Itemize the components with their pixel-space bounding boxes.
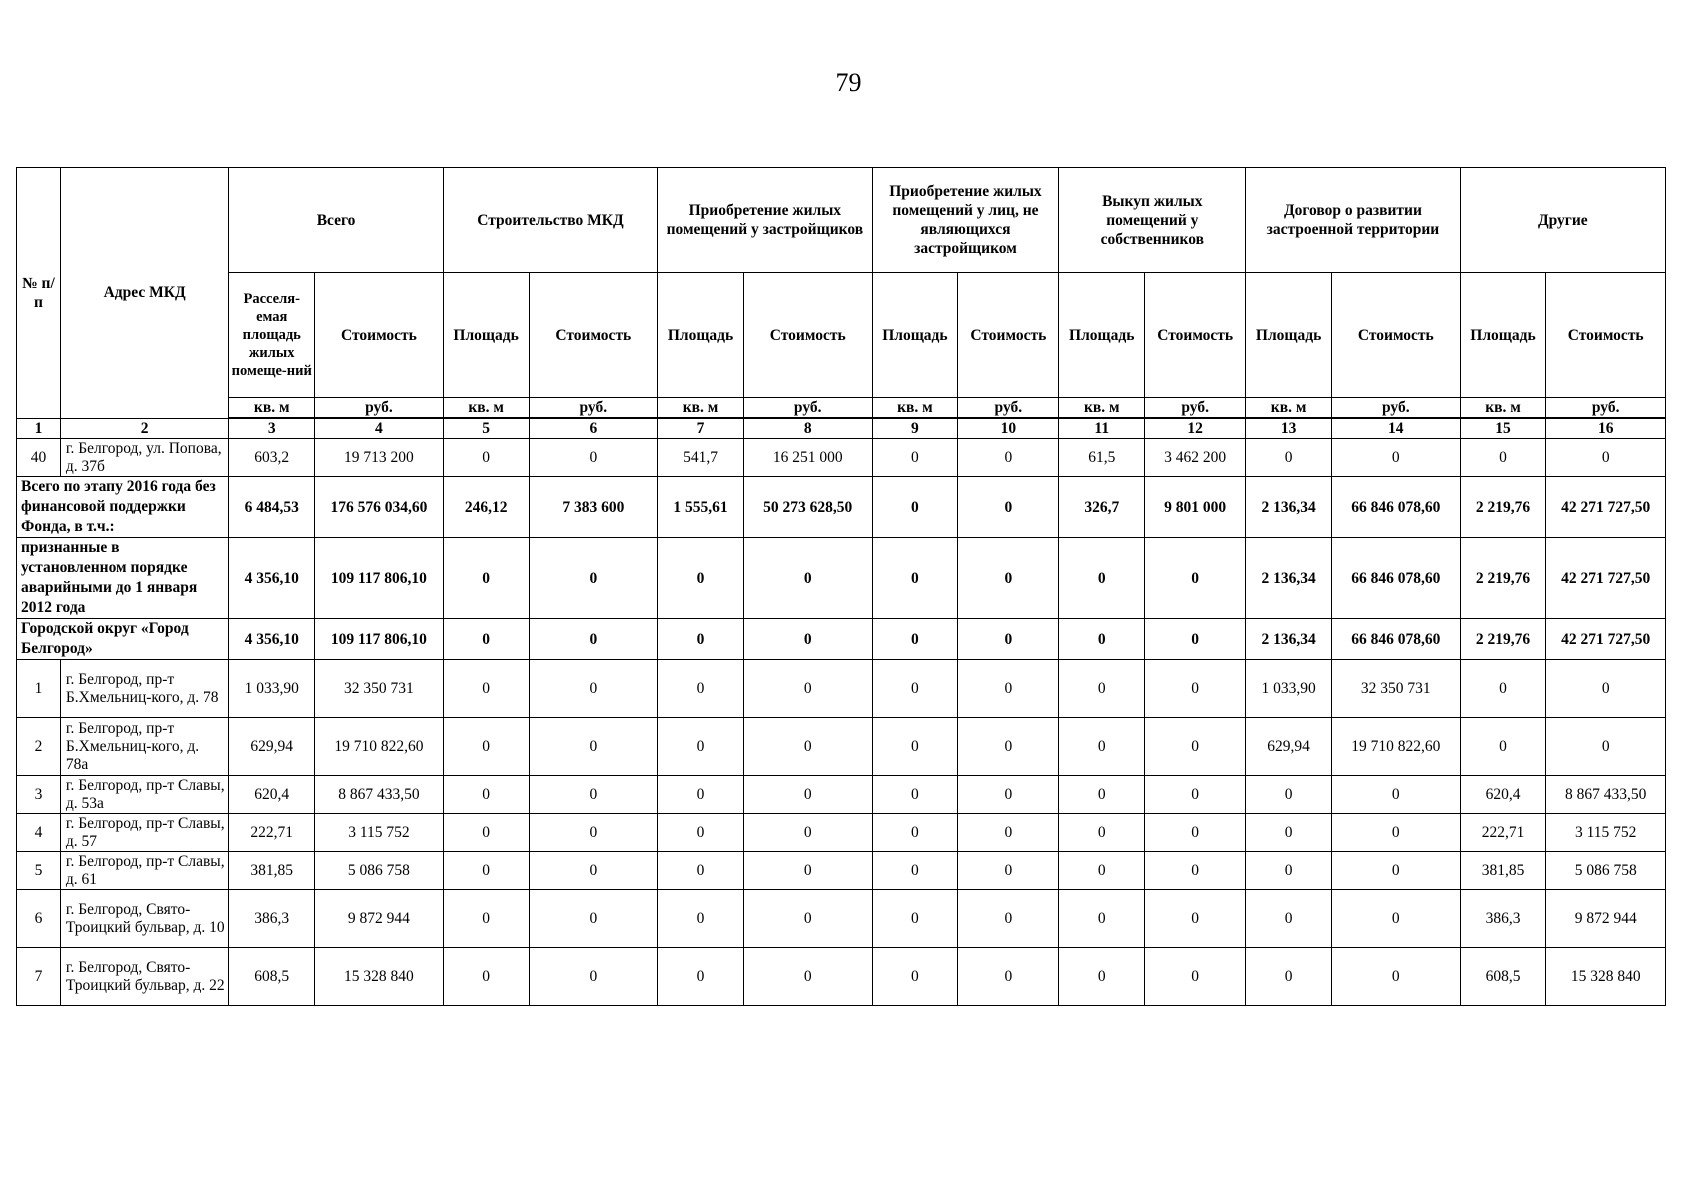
value-cell: 0 <box>872 948 958 1006</box>
row-number: 40 <box>17 439 61 477</box>
value-cell: 222,71 <box>1460 814 1546 852</box>
value-cell: 66 846 078,60 <box>1331 538 1460 619</box>
value-cell: 19 710 822,60 <box>315 718 444 776</box>
header-address: Адрес МКД <box>60 168 228 419</box>
value-cell: 386,3 <box>1460 890 1546 948</box>
row-address: г. Белгород, пр-т Славы, д. 53а <box>60 776 228 814</box>
table-row <box>17 776 1666 814</box>
value-cell: 0 <box>658 890 744 948</box>
value-cell: 0 <box>1331 948 1460 1006</box>
value-cell: 0 <box>443 619 529 660</box>
row-address: г. Белгород, Свято-Троицкий бульвар, д. 10 <box>60 890 228 948</box>
value-cell: 0 <box>1059 619 1145 660</box>
value-cell: 0 <box>958 948 1059 1006</box>
value-cell: 0 <box>1059 718 1145 776</box>
value-cell: 541,7 <box>658 439 744 477</box>
value-cell: 0 <box>1059 660 1145 718</box>
value-cell: 0 <box>658 948 744 1006</box>
value-cell: 5 086 758 <box>315 852 444 890</box>
header-unit-cell: руб. <box>1331 398 1460 419</box>
header-sub-cell: Стоимость <box>743 273 872 398</box>
value-cell: 3 115 752 <box>1546 814 1666 852</box>
header-col-number: 11 <box>1059 418 1145 439</box>
header-col-number: 9 <box>872 418 958 439</box>
value-cell: 0 <box>958 814 1059 852</box>
value-cell: 0 <box>743 948 872 1006</box>
value-cell: 0 <box>958 660 1059 718</box>
header-col-number: 3 <box>229 418 315 439</box>
value-cell: 629,94 <box>229 718 315 776</box>
header-col-number: 12 <box>1145 418 1246 439</box>
value-cell: 9 801 000 <box>1145 477 1246 538</box>
header-unit-cell: руб. <box>315 398 444 419</box>
summary-row <box>17 538 1666 619</box>
header-col-number: 13 <box>1246 418 1332 439</box>
value-cell: 0 <box>529 852 658 890</box>
value-cell: 629,94 <box>1246 718 1332 776</box>
value-cell: 0 <box>1145 538 1246 619</box>
header-sub-cell: Стоимость <box>1331 273 1460 398</box>
value-cell: 0 <box>1246 814 1332 852</box>
value-cell: 0 <box>872 619 958 660</box>
value-cell: 0 <box>958 776 1059 814</box>
value-cell: 0 <box>529 538 658 619</box>
value-cell: 0 <box>1145 776 1246 814</box>
header-group-purchase-developers: Приобретение жилых помещений у застройщиков <box>658 168 872 273</box>
value-cell: 0 <box>1331 852 1460 890</box>
header-sub-cell: Площадь <box>443 273 529 398</box>
value-cell: 386,3 <box>229 890 315 948</box>
value-cell: 0 <box>872 814 958 852</box>
value-cell: 0 <box>443 948 529 1006</box>
value-cell: 2 219,76 <box>1460 538 1546 619</box>
header-row-col-numbers <box>17 418 1666 439</box>
header-group-purchase-non-developers: Приобретение жилых помещений у лиц, не являющихся застройщиком <box>872 168 1059 273</box>
row-number: 2 <box>17 718 61 776</box>
header-sub-cell: Стоимость <box>529 273 658 398</box>
row-address: г. Белгород, пр-т Б.Хмельниц-кого, д. 78а <box>60 718 228 776</box>
header-col-number: 5 <box>443 418 529 439</box>
value-cell: 0 <box>1145 852 1246 890</box>
value-cell: 19 713 200 <box>315 439 444 477</box>
value-cell: 0 <box>1059 814 1145 852</box>
value-cell: 0 <box>658 619 744 660</box>
header-col-number: 1 <box>17 418 61 439</box>
value-cell: 608,5 <box>229 948 315 1006</box>
value-cell: 0 <box>743 619 872 660</box>
header-unit-cell: кв. м <box>1460 398 1546 419</box>
value-cell: 603,2 <box>229 439 315 477</box>
value-cell: 0 <box>1460 718 1546 776</box>
value-cell: 1 033,90 <box>1246 660 1332 718</box>
value-cell: 0 <box>1460 439 1546 477</box>
value-cell: 0 <box>872 852 958 890</box>
value-cell: 2 136,34 <box>1246 477 1332 538</box>
value-cell: 0 <box>958 890 1059 948</box>
value-cell: 0 <box>1059 776 1145 814</box>
row-address: г. Белгород, пр-т Славы, д. 61 <box>60 852 228 890</box>
header-row-groups <box>17 168 1666 273</box>
value-cell: 0 <box>872 776 958 814</box>
value-cell: 0 <box>1331 439 1460 477</box>
value-cell: 4 356,10 <box>229 619 315 660</box>
header-unit-cell: руб. <box>529 398 658 419</box>
value-cell: 0 <box>743 660 872 718</box>
value-cell: 1 555,61 <box>658 477 744 538</box>
value-cell: 2 136,34 <box>1246 538 1332 619</box>
value-cell: 5 086 758 <box>1546 852 1666 890</box>
value-cell: 620,4 <box>229 776 315 814</box>
value-cell: 0 <box>1460 660 1546 718</box>
header-col-number: 4 <box>315 418 444 439</box>
value-cell: 3 115 752 <box>315 814 444 852</box>
value-cell: 0 <box>958 619 1059 660</box>
table-row <box>17 890 1666 948</box>
value-cell: 0 <box>1059 538 1145 619</box>
value-cell: 0 <box>1246 776 1332 814</box>
value-cell: 42 271 727,50 <box>1546 538 1666 619</box>
value-cell: 0 <box>743 776 872 814</box>
value-cell: 0 <box>872 660 958 718</box>
value-cell: 326,7 <box>1059 477 1145 538</box>
table-row <box>17 852 1666 890</box>
value-cell: 0 <box>1331 890 1460 948</box>
value-cell: 0 <box>658 538 744 619</box>
value-cell: 246,12 <box>443 477 529 538</box>
header-row-units <box>17 398 1666 419</box>
value-cell: 19 710 822,60 <box>1331 718 1460 776</box>
header-unit-cell: кв. м <box>443 398 529 419</box>
value-cell: 0 <box>1059 890 1145 948</box>
header-unit-cell: руб. <box>743 398 872 419</box>
value-cell: 0 <box>1246 852 1332 890</box>
table-row <box>17 814 1666 852</box>
value-cell: 0 <box>1546 660 1666 718</box>
header-sub-cell: Стоимость <box>1145 273 1246 398</box>
value-cell: 32 350 731 <box>315 660 444 718</box>
header-col-number: 10 <box>958 418 1059 439</box>
row-number: 4 <box>17 814 61 852</box>
value-cell: 7 383 600 <box>529 477 658 538</box>
value-cell: 2 219,76 <box>1460 619 1546 660</box>
header-col-number: 8 <box>743 418 872 439</box>
value-cell: 0 <box>1145 619 1246 660</box>
value-cell: 0 <box>743 538 872 619</box>
value-cell: 0 <box>1145 718 1246 776</box>
header-col-number: 6 <box>529 418 658 439</box>
value-cell: 0 <box>1059 948 1145 1006</box>
header-num: № п/п <box>17 168 61 419</box>
header-sub-cell: Площадь <box>658 273 744 398</box>
value-cell: 0 <box>1331 814 1460 852</box>
header-unit-cell: руб. <box>1145 398 1246 419</box>
value-cell: 0 <box>529 718 658 776</box>
value-cell: 0 <box>658 718 744 776</box>
summary-label: Городской округ «Город Белгород» <box>17 619 229 660</box>
value-cell: 3 462 200 <box>1145 439 1246 477</box>
row-number: 3 <box>17 776 61 814</box>
row-address: г. Белгород, пр-т Б.Хмельниц-кого, д. 78 <box>60 660 228 718</box>
summary-row <box>17 477 1666 538</box>
value-cell: 0 <box>1145 948 1246 1006</box>
value-cell: 0 <box>1246 890 1332 948</box>
value-cell: 0 <box>658 776 744 814</box>
header-col-number: 14 <box>1331 418 1460 439</box>
header-group-buyout: Выкуп жилых помещений у собственников <box>1059 168 1246 273</box>
value-cell: 0 <box>529 890 658 948</box>
header-sub-cell: Расселя-емая площадь жилых помеще-ний <box>229 273 315 398</box>
value-cell: 0 <box>443 776 529 814</box>
row-address: г. Белгород, Свято-Троицкий бульвар, д. 22 <box>60 948 228 1006</box>
value-cell: 0 <box>872 439 958 477</box>
value-cell: 0 <box>529 814 658 852</box>
header-unit-cell: кв. м <box>872 398 958 419</box>
value-cell: 0 <box>529 439 658 477</box>
row-number: 1 <box>17 660 61 718</box>
value-cell: 42 271 727,50 <box>1546 477 1666 538</box>
value-cell: 0 <box>443 814 529 852</box>
value-cell: 0 <box>529 619 658 660</box>
value-cell: 0 <box>529 776 658 814</box>
value-cell: 0 <box>872 538 958 619</box>
value-cell: 0 <box>1546 439 1666 477</box>
row-number: 5 <box>17 852 61 890</box>
value-cell: 176 576 034,60 <box>315 477 444 538</box>
value-cell: 2 136,34 <box>1246 619 1332 660</box>
header-unit-cell: руб. <box>1546 398 1666 419</box>
table-row <box>17 718 1666 776</box>
value-cell: 109 117 806,10 <box>315 619 444 660</box>
value-cell: 620,4 <box>1460 776 1546 814</box>
header-sub-cell: Площадь <box>1460 273 1546 398</box>
value-cell: 9 872 944 <box>1546 890 1666 948</box>
value-cell: 0 <box>443 890 529 948</box>
row-number: 7 <box>17 948 61 1006</box>
value-cell: 0 <box>1145 814 1246 852</box>
table-row <box>17 660 1666 718</box>
table-row <box>17 948 1666 1006</box>
header-unit-cell: кв. м <box>229 398 315 419</box>
value-cell: 1 033,90 <box>229 660 315 718</box>
header-group-construction: Строительство МКД <box>443 168 657 273</box>
value-cell: 0 <box>529 660 658 718</box>
value-cell: 0 <box>1059 852 1145 890</box>
page-number: 79 <box>835 68 862 97</box>
value-cell: 15 328 840 <box>1546 948 1666 1006</box>
value-cell: 109 117 806,10 <box>315 538 444 619</box>
value-cell: 0 <box>443 718 529 776</box>
value-cell: 15 328 840 <box>315 948 444 1006</box>
summary-row <box>17 619 1666 660</box>
value-cell: 0 <box>443 852 529 890</box>
value-cell: 8 867 433,50 <box>1546 776 1666 814</box>
header-sub-cell: Стоимость <box>958 273 1059 398</box>
header-col-number: 16 <box>1546 418 1666 439</box>
value-cell: 0 <box>1246 439 1332 477</box>
table-row <box>17 439 1666 477</box>
value-cell: 4 356,10 <box>229 538 315 619</box>
header-sub-cell: Площадь <box>1059 273 1145 398</box>
value-cell: 0 <box>1145 660 1246 718</box>
header-unit-cell: кв. м <box>658 398 744 419</box>
header-col-number: 15 <box>1460 418 1546 439</box>
value-cell: 0 <box>958 439 1059 477</box>
row-address: г. Белгород, ул. Попова, д. 37б <box>60 439 228 477</box>
value-cell: 0 <box>1246 948 1332 1006</box>
value-cell: 0 <box>958 477 1059 538</box>
value-cell: 0 <box>443 538 529 619</box>
value-cell: 0 <box>743 890 872 948</box>
value-cell: 0 <box>658 814 744 852</box>
value-cell: 0 <box>443 660 529 718</box>
value-cell: 381,85 <box>1460 852 1546 890</box>
header-unit-cell: кв. м <box>1246 398 1332 419</box>
value-cell: 50 273 628,50 <box>743 477 872 538</box>
header-sub-cell: Стоимость <box>1546 273 1666 398</box>
value-cell: 0 <box>1145 890 1246 948</box>
value-cell: 16 251 000 <box>743 439 872 477</box>
header-group-territory-contract: Договор о развитии застроенной территории <box>1246 168 1460 273</box>
value-cell: 0 <box>958 718 1059 776</box>
value-cell: 222,71 <box>229 814 315 852</box>
value-cell: 608,5 <box>1460 948 1546 1006</box>
value-cell: 381,85 <box>229 852 315 890</box>
value-cell: 66 846 078,60 <box>1331 477 1460 538</box>
header-group-other: Другие <box>1460 168 1665 273</box>
value-cell: 0 <box>743 852 872 890</box>
value-cell: 42 271 727,50 <box>1546 619 1666 660</box>
header-unit-cell: руб. <box>958 398 1059 419</box>
value-cell: 9 872 944 <box>315 890 444 948</box>
header-sub-cell: Площадь <box>872 273 958 398</box>
value-cell: 0 <box>658 660 744 718</box>
value-cell: 32 350 731 <box>1331 660 1460 718</box>
value-cell: 0 <box>658 852 744 890</box>
header-unit-cell: кв. м <box>1059 398 1145 419</box>
value-cell: 0 <box>872 890 958 948</box>
header-col-number: 7 <box>658 418 744 439</box>
value-cell: 8 867 433,50 <box>315 776 444 814</box>
value-cell: 61,5 <box>1059 439 1145 477</box>
summary-label: Всего по этапу 2016 года без финансовой поддержки Фонда, в т.ч.: <box>17 477 229 538</box>
value-cell: 0 <box>958 852 1059 890</box>
resettlement-table <box>16 167 1666 1006</box>
value-cell: 0 <box>1546 718 1666 776</box>
value-cell: 0 <box>529 948 658 1006</box>
value-cell: 2 219,76 <box>1460 477 1546 538</box>
value-cell: 0 <box>958 538 1059 619</box>
header-row-sub <box>17 273 1666 398</box>
summary-label: признанные в установленном порядке аварийными до 1 января 2012 года <box>17 538 229 619</box>
value-cell: 0 <box>872 477 958 538</box>
value-cell: 0 <box>743 718 872 776</box>
header-group-total: Всего <box>229 168 443 273</box>
header-sub-cell: Площадь <box>1246 273 1332 398</box>
header-sub-cell: Стоимость <box>315 273 444 398</box>
row-address: г. Белгород, пр-т Славы, д. 57 <box>60 814 228 852</box>
header-col-number: 2 <box>60 418 228 439</box>
value-cell: 0 <box>443 439 529 477</box>
value-cell: 0 <box>743 814 872 852</box>
value-cell: 66 846 078,60 <box>1331 619 1460 660</box>
value-cell: 0 <box>1331 776 1460 814</box>
value-cell: 0 <box>872 718 958 776</box>
value-cell: 6 484,53 <box>229 477 315 538</box>
row-number: 6 <box>17 890 61 948</box>
